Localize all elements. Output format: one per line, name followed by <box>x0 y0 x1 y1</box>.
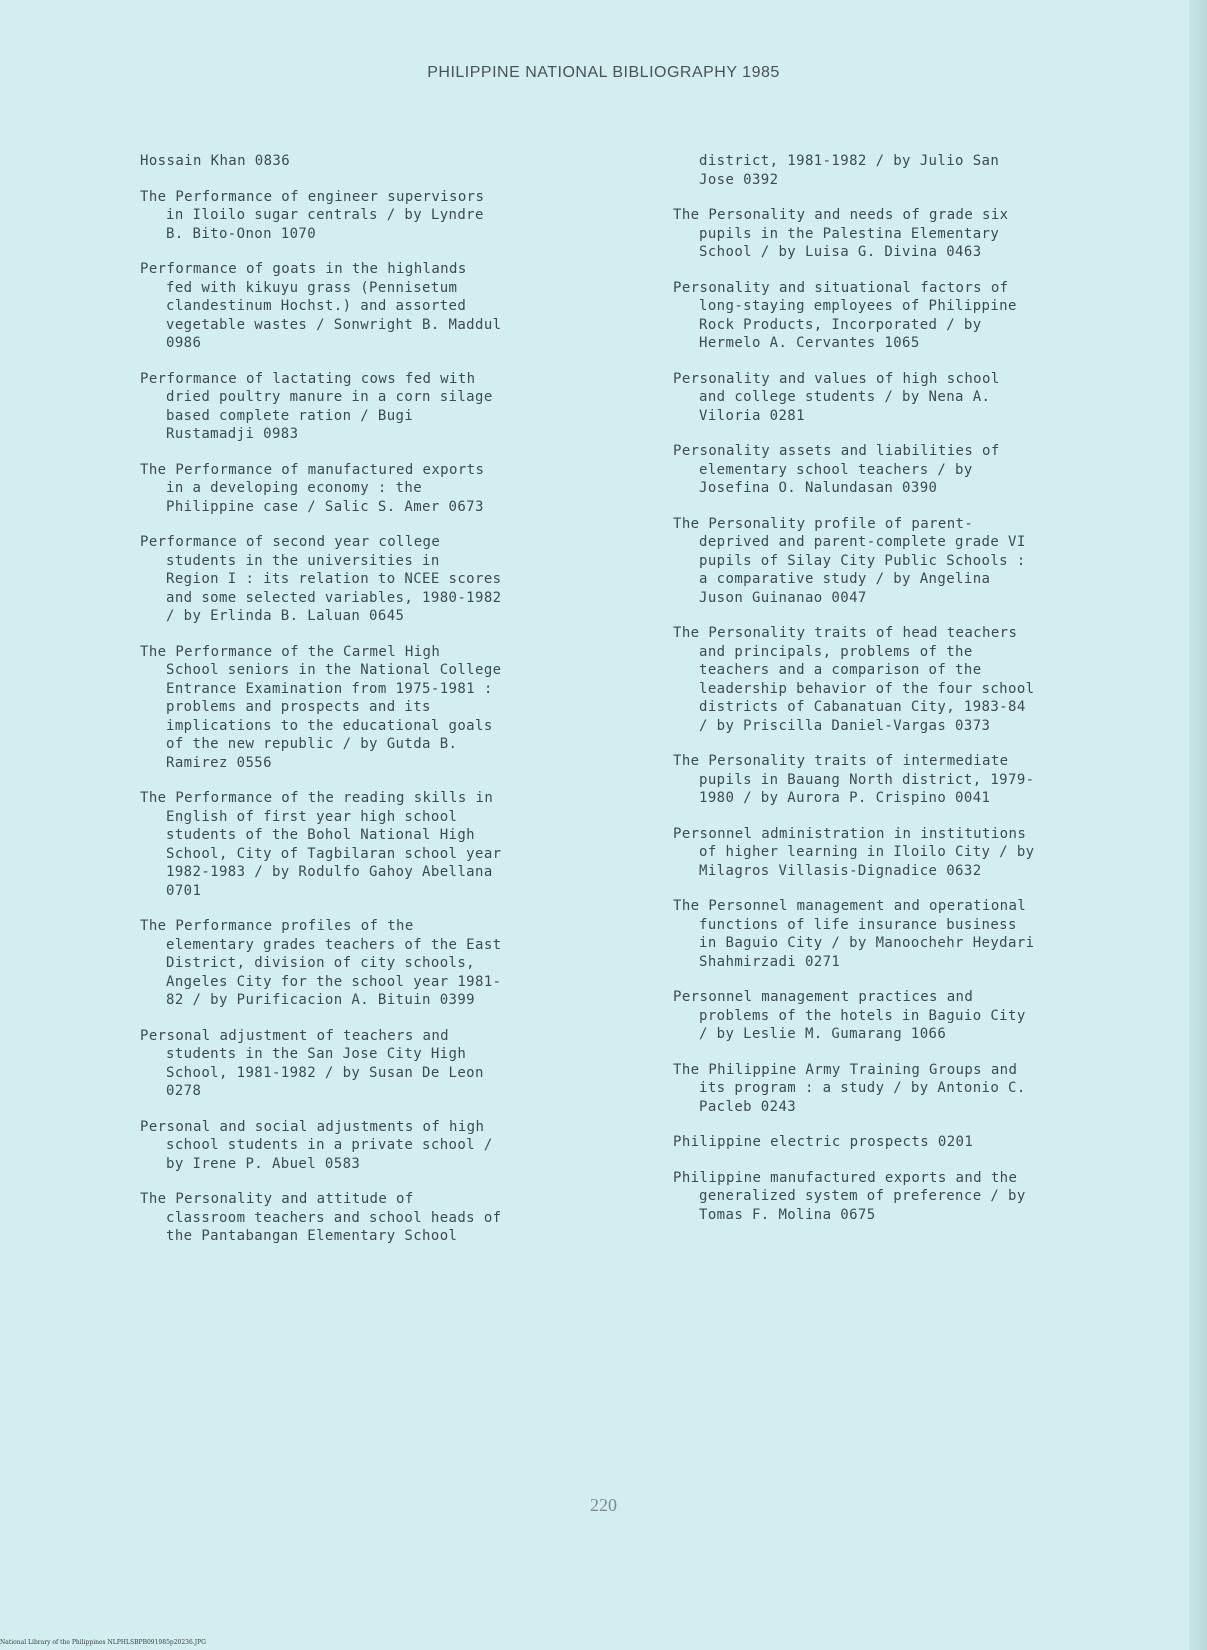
bib-entry: Personality and values of high school and college students / by Nena A. Viloria 0281 <box>673 370 1000 424</box>
bib-entry: The Performance of the Carmel High School seniors in the National College Entrance Examination from 1975-1981 : problems and prospects and its implications to the educational goals of the new republic / by Gutda B. Ramirez 0556 <box>140 643 502 771</box>
bib-entry: The Personality traits of head teachers and principals, problems of the teachers and a comparison of the leadership behavior of the four school districts of Cabanatuan City, 1983-84 / by Priscilla Daniel-Vargas 0373 <box>673 625 1035 734</box>
scan-footer: National Library of the Philippines NLPHLSBPB091985p20236.JPG <box>0 1639 206 1646</box>
bib-entry: district, 1981-1982 / by Julio San Jose 0392 <box>699 153 1000 188</box>
bib-entry: The Personality traits of intermediate pupils in Bauang North district, 1979- 1980 / by Aurora P. Crispino 0041 <box>673 753 1035 806</box>
bib-entry: Hossain Khan 0836 <box>140 153 291 169</box>
bib-entry: The Personality and attitude of classroom teachers and school heads of the Pantabangan Elementary School <box>140 1191 502 1244</box>
page-edge-shadow <box>1189 0 1207 1650</box>
bib-entry: The Performance of the reading skills in English of first year high school students of the Bohol National High School, City of Tagbilaran school year 1982-1983 / by Rodulfo Gahoy Abellana 0701 <box>140 790 502 899</box>
bib-entry: Philippine electric prospects 0201 <box>673 1134 974 1150</box>
bib-entry: The Personnel management and operational functions of life insurance business in Baguio City / by Manoochehr Heydari Shahmirzadi 0271 <box>673 898 1035 970</box>
page-number: 220 <box>590 1495 617 1515</box>
left-column <box>140 152 625 1263</box>
bib-entry: Personnel management practices and problems of the hotels in Baguio City / by Leslie M. Gumarang 1066 <box>673 989 1026 1042</box>
bib-entry: Personal adjustment of teachers and students in the San Jose City High School, 1981-1982 / by Susan De Leon 0278 <box>140 1027 484 1099</box>
bib-entry: Personnel administration in institutions of higher learning in Iloilo City / by Milagros Villasis-Dignadice 0632 <box>673 825 1035 879</box>
bib-entry: Personality assets and liabilities of elementary school teachers / by Josefina O. Nalundasan 0390 <box>673 443 1000 496</box>
bib-entry: Personality and situational factors of long-staying employees of Philippine Rock Products, Incorporated / by Hermelo A. Cervantes 1065 <box>673 279 1017 351</box>
bib-entry: The Personality profile of parent- deprived and parent-complete grade VI pupils of Silay City Public Schools : a comparative study / by Angelina Juson Guinanao 0047 <box>673 515 1026 606</box>
bib-entry: Philippine manufactured exports and the generalized system of preference / by Tomas F. Molina 0675 <box>673 1169 1026 1223</box>
bib-entry: Performance of goats in the highlands fed with kikuyu grass (Pennisetum clandestinum Hochst.) and assorted vegetable wastes / Sonwright B. Maddul 0986 <box>140 261 502 351</box>
right-column <box>673 152 1193 1241</box>
bib-entry: The Philippine Army Training Groups and its program : a study / by Antonio C. Pacleb 0243 <box>673 1061 1026 1115</box>
bib-entry: Performance of second year college students in the universities in Region I : its relation to NCEE scores and some selected variables, 1980-1982 / by Erlinda B. Laluan 0645 <box>140 534 502 624</box>
bib-entry: The Performance of engineer supervisors in Iloilo sugar centrals / by Lyndre B. Bito-Onon 1070 <box>140 188 485 242</box>
bib-entry: The Performance of manufactured exports in a developing economy : the Philippine case / Salic S. Amer 0673 <box>140 461 485 515</box>
bib-entry: The Performance profiles of the elementary grades teachers of the East District, division of city schools, Angeles City for the school year 1981- 82 / by Purificacion A. Bituin 0399 <box>140 918 502 1008</box>
page-header: PHILIPPINE NATIONAL BIBLIOGRAPHY 1985 <box>427 64 780 81</box>
bib-entry: Personal and social adjustments of high school students in a private school / by Irene P. Abuel 0583 <box>140 1118 493 1172</box>
bib-entry: The Personality and needs of grade six pupils in the Palestina Elementary School / by Luisa G. Divina 0463 <box>673 207 1009 260</box>
bib-entry: Performance of lactating cows fed with dried poultry manure in a corn silage based complete ration / Bugi Rustamadji 0983 <box>140 370 493 442</box>
